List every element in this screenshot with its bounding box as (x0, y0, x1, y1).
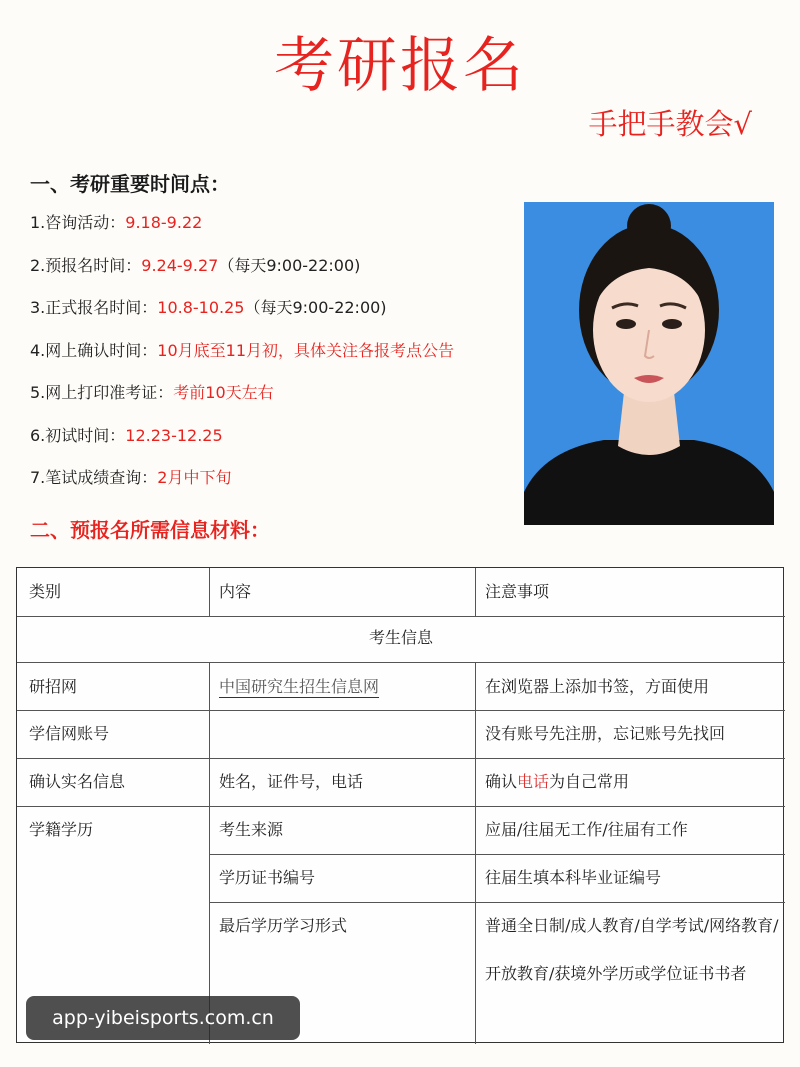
page-title: 考研报名 (274, 31, 526, 101)
table-cell-content: 姓名，证件号，电话 (219, 772, 364, 791)
table-cell-category: 研招网 (29, 677, 78, 696)
note-text-pre: 确认 (485, 772, 518, 791)
table-cell-content: 学历证书编号 (219, 868, 316, 887)
timeline-list (30, 208, 520, 506)
table-cell-content: 考生来源 (219, 820, 284, 839)
timeline-note: （每天9:00-22:00) (218, 255, 361, 275)
table-cell-category: 学籍学历 (29, 820, 94, 839)
table-header-category: 类别 (29, 582, 62, 601)
timeline-value: 12.23-12.25 (125, 425, 223, 445)
table-cell-category: 确认实名信息 (29, 772, 126, 791)
table-header-notes: 注意事项 (485, 582, 550, 601)
table-cell-note (485, 770, 629, 794)
table-cell-note: 往届生填本科毕业证编号 (485, 868, 662, 887)
timeline-item (30, 463, 520, 506)
note-text-highlight: 电话 (517, 772, 550, 791)
section-heading-timeline: 一、考研重要时间点： (30, 172, 230, 196)
timeline-label: 2.预报名时间： (30, 255, 142, 275)
table-cell-note: 没有账号先注册，忘记账号先找回 (485, 724, 726, 743)
timeline-value: 2月中下旬 (157, 468, 232, 487)
timeline-item (30, 251, 520, 294)
timeline-label: 3.正式报名时间： (30, 298, 158, 317)
note-text-post: 为自己常用 (549, 772, 630, 791)
table-header-content: 内容 (219, 582, 252, 601)
timeline-item (30, 378, 520, 421)
table-cell-link[interactable]: 中国研究生招生信息网 (219, 677, 380, 696)
id-photo (524, 202, 774, 525)
portrait-illustration (524, 202, 774, 525)
table-cell-content: 最后学历学习形式 (219, 916, 348, 935)
table-cell-note: 在浏览器上添加书签，方面使用 (485, 677, 710, 696)
table-cell-note: 应届/往届无工作/往届有工作 (485, 820, 688, 839)
table-cell-category: 学信网账号 (29, 724, 110, 743)
timeline-value: 10月底至11月初，具体关注各报考点公告 (157, 340, 455, 360)
timeline-label: 1.咨询活动： (30, 213, 126, 232)
timeline-value: 9.24-9.27 (141, 255, 219, 275)
timeline-item (30, 208, 520, 251)
table-group-title: 考生信息 (368, 628, 433, 647)
timeline-label: 4.网上确认时间： (30, 340, 158, 360)
timeline-label: 7.笔试成绩查询： (30, 468, 158, 487)
timeline-item (30, 421, 520, 464)
timeline-value: 10.8-10.25 (157, 298, 245, 317)
table-cell-note: 普通全日制/成人教育/自学考试/网络教育/开放教育/获境外学历或学位证书书者 (485, 916, 779, 983)
section-heading-materials: 二、预报名所需信息材料： (30, 518, 270, 542)
timeline-label: 5.网上打印准考证： (30, 383, 174, 402)
timeline-value: 9.18-9.22 (125, 213, 203, 232)
info-table (16, 567, 784, 1043)
timeline-label: 6.初试时间： (30, 425, 126, 445)
timeline-value: 考前10天左右 (173, 383, 274, 402)
watermark: app-yibeisports.com.cn (26, 996, 300, 1040)
timeline-note: （每天9:00-22:00) (244, 298, 387, 317)
page-subtitle: 手把手教会√ (588, 107, 752, 141)
timeline-item (30, 293, 520, 336)
timeline-item (30, 336, 520, 379)
